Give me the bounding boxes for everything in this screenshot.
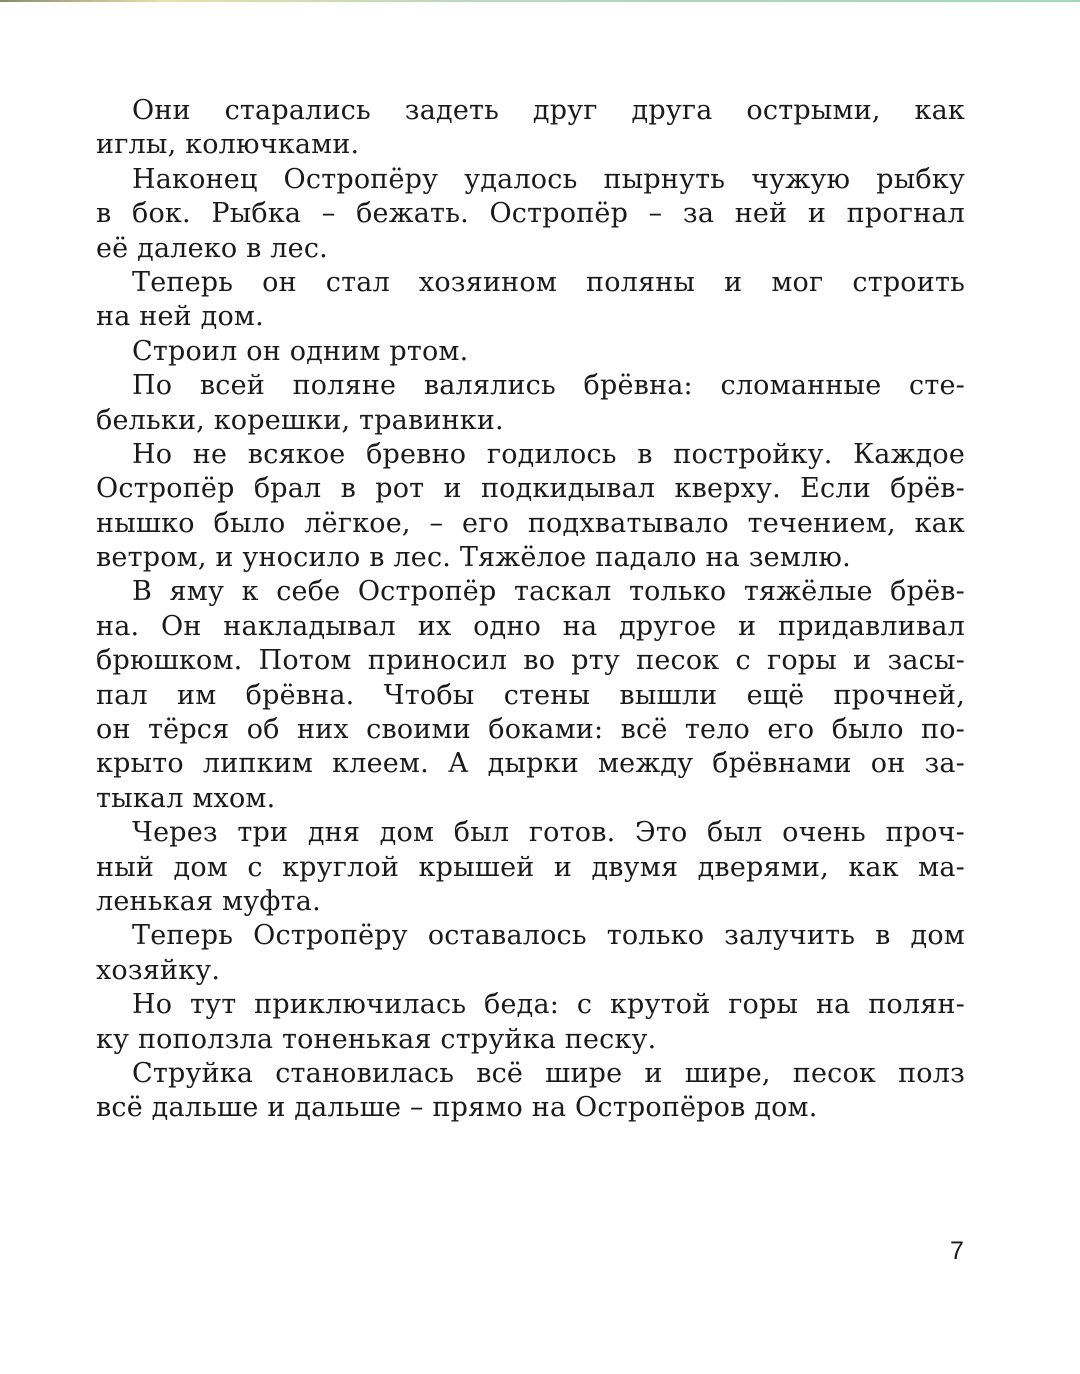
- text-line: на. Он накладывал их одно на другое и придавливал: [96, 610, 965, 642]
- text-line: пал им брёвна. Чтобы стены вышли ещё прочней,: [96, 679, 965, 711]
- text-line: Но не всякое бревно годилось в постройку. Каждое: [132, 438, 965, 470]
- text-line: Но тут приключилась беда: с крутой горы на полян-: [132, 989, 965, 1021]
- page-body-text: [96, 94, 965, 1126]
- text-line: нышко было лёгкое, – его подхватывало течением, как: [96, 507, 965, 539]
- text-line: её далеко в лес.: [96, 232, 328, 264]
- paragraph: [96, 369, 965, 438]
- paragraph: [96, 988, 965, 1057]
- text-line: ку поползла тоненькая струйка песку.: [96, 1023, 657, 1055]
- paragraph: [96, 1057, 965, 1126]
- paragraph: [96, 575, 965, 816]
- paragraph: [96, 816, 965, 919]
- text-line: тыкал мхом.: [96, 782, 276, 814]
- text-line: Строил он одним ртом.: [132, 335, 469, 367]
- text-line: брюшком. Потом приносил во рту песок с горы и засы-: [96, 645, 965, 677]
- text-line: ленькая муфта.: [96, 885, 321, 917]
- text-line: иглы, колючками.: [96, 129, 360, 161]
- text-line: Они старались задеть друг друга острыми, как: [132, 95, 965, 126]
- text-line: В яму к себе Остропёр таскал только тяжёлые брёв-: [132, 576, 965, 608]
- text-line: Наконец Остропёру удалось пырнуть чужую рыбку: [132, 163, 965, 195]
- text-line: По всей поляне валялись брёвна: сломанные сте-: [132, 370, 965, 402]
- text-line: Теперь Остропёру оставалось только залучить в дом: [132, 920, 965, 952]
- text-line: ветром, и уносило в лес. Тяжёлое падало на землю.: [96, 542, 851, 574]
- paragraph: [96, 163, 965, 266]
- text-line: всё дальше и дальше – прямо на Остропёров дом.: [96, 1092, 818, 1124]
- text-line: хозяйку.: [96, 954, 221, 986]
- paragraph: [96, 335, 965, 369]
- page-number: 7: [950, 1237, 964, 1265]
- text-line: Струйка становилась всё шире и шире, песок полз: [132, 1057, 965, 1089]
- text-line: Теперь он стал хозяином поляны и мог строить: [132, 266, 965, 298]
- text-line: бельки, корешки, травинки.: [96, 404, 504, 436]
- text-line: на ней дом.: [96, 301, 264, 333]
- text-line: Остропёр брал в рот и подкидывал кверху. Если брёв-: [96, 473, 965, 505]
- page-top-edge: [0, 0, 1080, 2]
- paragraph: [96, 94, 965, 163]
- paragraph: [96, 266, 965, 335]
- text-line: ный дом с круглой крышей и двумя дверями, как ма-: [96, 851, 965, 883]
- text-line: Через три дня дом был готов. Это был очень проч-: [132, 817, 965, 849]
- paragraph: [96, 438, 965, 576]
- text-line: в бок. Рыбка – бежать. Остропёр – за ней и прогнал: [96, 198, 965, 230]
- text-line: он тёрся об них своими боками: всё тело его было по-: [96, 714, 965, 746]
- paragraph: [96, 919, 965, 988]
- text-line: крыто липким клеем. А дырки между брёвнами он за-: [96, 748, 965, 780]
